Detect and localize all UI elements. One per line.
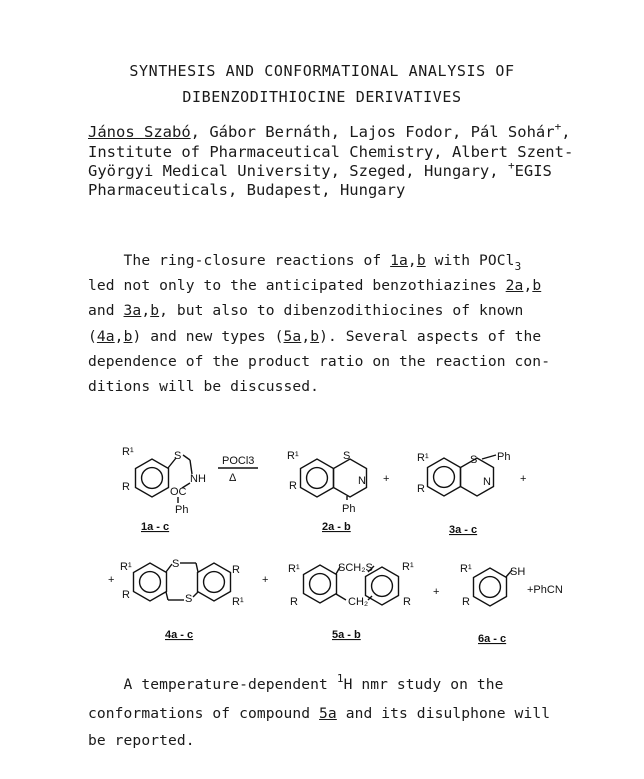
aromatic-circle [307, 468, 328, 489]
aromatic-circle [434, 467, 455, 488]
plus-sign: + [262, 574, 269, 586]
compound-label: 1a - c [141, 521, 170, 533]
compound-ref: b [532, 277, 542, 294]
paper-title-line-2: DIBENZODITHIOCINE DERIVATIVES [182, 88, 462, 106]
atom-label: NH [190, 473, 206, 485]
compound-ref: 1a [390, 252, 408, 269]
affiliation-text: Institute of Pharmaceutical Chemistry, Albert [88, 143, 508, 161]
bond [196, 563, 198, 572]
atom-label: R [417, 483, 425, 495]
paper-title-line-1: SYNTHESIS AND CONFORMATIONAL ANALYSIS OF [129, 62, 515, 80]
text: , [301, 328, 311, 345]
compound-label: 2a - b [322, 521, 351, 533]
atom-label: S [343, 450, 351, 462]
aromatic-circle [480, 577, 501, 598]
text: , [523, 277, 533, 294]
atom-label: R¹ [460, 563, 472, 575]
text: led not only to the anticipated benzothiazines [88, 277, 506, 294]
atom-label: S [174, 450, 182, 462]
condition-label: Δ [229, 472, 237, 484]
plus-sign: + [520, 473, 527, 485]
atom-label: S [172, 558, 180, 570]
benzene-ring [136, 459, 169, 497]
text: with POCl [425, 252, 515, 269]
atom-label: R [122, 481, 130, 493]
aromatic-circle [142, 468, 163, 489]
compound-ref: b [123, 328, 133, 345]
benzene-ring [198, 563, 231, 601]
text: ). Several aspects of the [319, 328, 542, 345]
atom-label: N [483, 476, 491, 488]
atom-label: R¹ [120, 561, 132, 573]
aromatic-circle [204, 572, 225, 593]
atom-label: R [290, 596, 298, 608]
compound-label: 4a - c [165, 629, 194, 641]
aromatic-circle [310, 574, 331, 595]
authors-line: János Szabó, Gábor Bernáth, Lajos Fodor, Pál Sohár+, [88, 120, 571, 141]
atom-label: CH₂ [348, 596, 369, 608]
text: A temperature-dependent [88, 676, 337, 693]
compound-ref: 3a [123, 302, 142, 319]
atom-label: N [358, 475, 366, 487]
atom-label: Ph [175, 504, 189, 516]
atom-label: R¹ [288, 563, 300, 575]
atom-label: Ph [342, 503, 356, 515]
atom-label: R [122, 589, 130, 601]
subscript: 3 [514, 260, 522, 273]
compound-ref: b [416, 252, 426, 269]
atom-label: R¹ [287, 450, 299, 462]
text: conformations of compound [88, 705, 320, 722]
compound-ref: b [150, 302, 160, 319]
affiliation-text: Szent- [517, 143, 574, 161]
closing-line [88, 705, 550, 722]
superscript: 1 [336, 672, 344, 685]
abstract-line: ditions will be discussed. [88, 378, 320, 395]
plus-sign: + [383, 473, 390, 485]
plus-sign: + [108, 574, 115, 586]
text: , [407, 252, 417, 269]
bond [482, 455, 496, 459]
first-author: János Szabó [88, 123, 191, 141]
compound-ref: b [310, 328, 320, 345]
atom-label: R [462, 596, 470, 608]
compound-ref: 5a [283, 328, 302, 345]
text: , but also to dibenzodithiocines of known [159, 302, 524, 319]
co-authors: , Gábor Bernáth, Lajos Fodor, Pál Sohár [190, 123, 555, 141]
compound-label: 5a - b [332, 629, 361, 641]
closing-line: be reported. [88, 732, 195, 749]
compound-label: 6a - c [478, 633, 507, 645]
text: ) and new types ( [132, 328, 284, 345]
benzene-ring [428, 458, 461, 496]
affiliation-mark: + [554, 120, 562, 133]
affiliation-text: EGIS [514, 162, 552, 180]
reagent-label: POCl3 [222, 455, 255, 467]
atom-label: R [403, 596, 411, 608]
benzene-ring [304, 565, 337, 603]
atom-label: R¹ [232, 596, 244, 608]
compound-ref: 2a [505, 277, 524, 294]
benzene-ring [474, 568, 507, 606]
text: , [141, 302, 151, 319]
atom-label: R¹ [417, 452, 429, 464]
atom-label: Ph [497, 451, 511, 463]
affiliation-line-3: Pharmaceuticals, Budapest, Hungary [88, 181, 406, 199]
text: H nmr study on the [343, 676, 504, 693]
atom-label: R¹ [402, 561, 414, 573]
text: and [88, 302, 124, 319]
compound-ref: 5a [319, 705, 337, 722]
bond [190, 460, 192, 474]
atom-label: S [470, 454, 478, 466]
text: , [114, 328, 124, 345]
bond [336, 594, 346, 600]
bond [166, 592, 168, 600]
bond [193, 592, 198, 597]
affiliation-text: Györgyi Medical University, Szeged, Hungary, [88, 162, 508, 180]
atom-label: R [289, 480, 297, 492]
atom-label: OC [170, 486, 187, 498]
bond [183, 455, 190, 460]
abstract-line: dependence of the product ratio on the reaction con- [88, 353, 551, 370]
text: The ring-closure reactions of [88, 252, 391, 269]
atom-label: +PhCN [527, 584, 563, 596]
compound-ref: 4a [96, 328, 115, 345]
atom-label: R¹ [122, 446, 134, 458]
benzene-ring [301, 459, 334, 497]
plus-sign: + [433, 586, 440, 598]
atom-label: S [185, 593, 193, 605]
text: and its disulphone will [336, 705, 551, 722]
compound-label: 3a - c [449, 524, 478, 536]
text: ( [88, 328, 97, 345]
affiliation-mark: + [507, 159, 515, 172]
atom-label: R [232, 564, 240, 576]
aromatic-circle [372, 576, 393, 597]
benzene-ring [134, 563, 167, 601]
atom-label: SH [510, 566, 526, 578]
atom-label: SCH₂S [338, 562, 373, 574]
closing-line [88, 672, 504, 693]
aromatic-circle [140, 572, 161, 593]
